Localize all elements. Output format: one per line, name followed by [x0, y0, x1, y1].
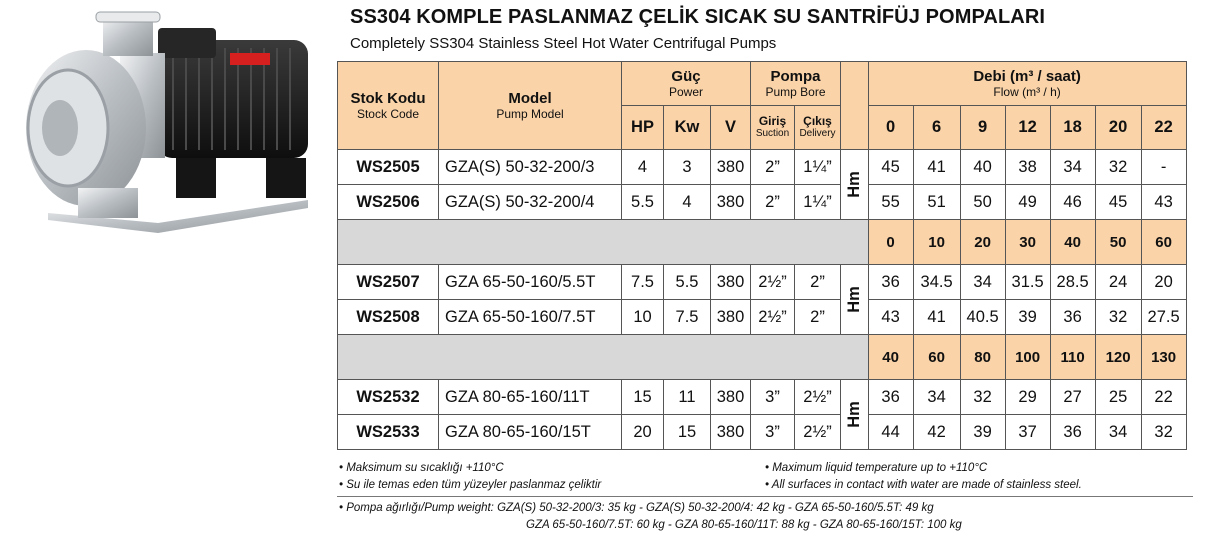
head-value: 20 [1141, 265, 1186, 300]
voltage-value: 380 [711, 150, 751, 185]
stock-code-header: Stok Kodu Stock Code [338, 62, 439, 150]
suction-value: 3” [751, 415, 795, 450]
head-value: 44 [868, 415, 913, 450]
head-value: 27.5 [1141, 300, 1186, 335]
stock-code: WS2507 [338, 265, 439, 300]
head-value: 41 [913, 150, 960, 185]
note-stainless-en: • All surfaces in contact with water are made of stainless steel. [765, 479, 1082, 491]
flow-row [338, 220, 1187, 265]
flow-value: 110 [1050, 335, 1095, 380]
head-value: 39 [960, 415, 1005, 450]
header-row-1 [338, 62, 1187, 106]
stock-code: WS2508 [338, 300, 439, 335]
page-subtitle: Completely SS304 Stainless Steel Hot Water Centrifugal Pumps [350, 35, 777, 52]
flow-value: 30 [1005, 220, 1050, 265]
suction-value: 2” [751, 185, 795, 220]
delivery-value: 1¼” [795, 150, 841, 185]
delivery-value: 1¼” [795, 185, 841, 220]
pump-image [8, 8, 333, 240]
pump-spec-table [337, 61, 1187, 450]
voltage-value: 380 [711, 185, 751, 220]
flow-value: 6 [913, 106, 960, 150]
pump-model: GZA 65-50-160/5.5T [439, 265, 622, 300]
head-value: 36 [868, 380, 913, 415]
head-value: 32 [1095, 300, 1141, 335]
flow-value: 22 [1141, 106, 1186, 150]
stock-code: WS2505 [338, 150, 439, 185]
voltage-value: 380 [711, 415, 751, 450]
head-value: 46 [1050, 185, 1095, 220]
separator-band [338, 220, 869, 265]
power-header: Güç Power [622, 62, 751, 106]
head-value: 40 [960, 150, 1005, 185]
flow-value: 0 [868, 106, 913, 150]
kw-value: 7.5 [664, 300, 711, 335]
head-value: 42 [913, 415, 960, 450]
flow-value: 40 [868, 335, 913, 380]
stock-code: WS2532 [338, 380, 439, 415]
table-row [338, 380, 1187, 415]
head-value: 34 [1050, 150, 1095, 185]
suction-value: 2½” [751, 265, 795, 300]
flow-value: 9 [960, 106, 1005, 150]
head-value: 55 [868, 185, 913, 220]
stock-code: WS2533 [338, 415, 439, 450]
head-value: 29 [1005, 380, 1050, 415]
hp-value: 10 [622, 300, 664, 335]
stock-code: WS2506 [338, 185, 439, 220]
flow-value: 40 [1050, 220, 1095, 265]
suction-header: Giriş Suction [751, 106, 795, 150]
note-stainless-tr: • Su ile temas eden tüm yüzeyler paslanmaz çeliktir [339, 479, 602, 491]
suction-value: 2½” [751, 300, 795, 335]
note-max-temp-en: • Maximum liquid temperature up to +110°C [765, 462, 988, 474]
model-header: Model Pump Model [439, 62, 622, 150]
head-value: 31.5 [1005, 265, 1050, 300]
note-max-temp-tr: • Maksimum su sıcaklığı +110°C [339, 462, 504, 474]
head-value: 32 [1095, 150, 1141, 185]
head-value: 37 [1005, 415, 1050, 450]
flow-header: Debi (m³ / saat) Flow (m³ / h) [868, 62, 1186, 106]
table-row [338, 265, 1187, 300]
voltage-value: 380 [711, 300, 751, 335]
head-value: 36 [868, 265, 913, 300]
head-value: 40.5 [960, 300, 1005, 335]
note-weight-line-2: GZA 65-50-160/7.5T: 60 kg - GZA 80-65-160/11T: 88 kg - GZA 80-65-160/15T: 100 kg [526, 519, 962, 531]
table-row [338, 415, 1187, 450]
kw-value: 15 [664, 415, 711, 450]
head-value: 34 [960, 265, 1005, 300]
head-value: 34 [913, 380, 960, 415]
kw-value: 5.5 [664, 265, 711, 300]
voltage-value: 380 [711, 265, 751, 300]
v-header: V [711, 106, 751, 150]
suction-value: 3” [751, 380, 795, 415]
flow-value: 12 [1005, 106, 1050, 150]
hp-header: HP [622, 106, 664, 150]
header-spacer [841, 62, 869, 150]
head-value: 51 [913, 185, 960, 220]
head-value: 34.5 [913, 265, 960, 300]
divider [337, 496, 1193, 497]
head-value: 36 [1050, 300, 1095, 335]
flow-value: 100 [1005, 335, 1050, 380]
table-row [338, 185, 1187, 220]
hm-label: Hm [841, 150, 869, 220]
flow-value: 50 [1095, 220, 1141, 265]
head-value: 49 [1005, 185, 1050, 220]
head-value: 36 [1050, 415, 1095, 450]
pump-model: GZA 80-65-160/15T [439, 415, 622, 450]
head-value: 41 [913, 300, 960, 335]
head-value: 50 [960, 185, 1005, 220]
kw-header: Kw [664, 106, 711, 150]
delivery-value: 2½” [795, 415, 841, 450]
voltage-value: 380 [711, 380, 751, 415]
head-value: 28.5 [1050, 265, 1095, 300]
head-value: 25 [1095, 380, 1141, 415]
flow-value: 18 [1050, 106, 1095, 150]
pump-model: GZA 80-65-160/11T [439, 380, 622, 415]
suction-value: 2” [751, 150, 795, 185]
delivery-header: Çıkış Delivery [795, 106, 841, 150]
head-value: - [1141, 150, 1186, 185]
note-weight-line-1: • Pompa ağırlığı/Pump weight: GZA(S) 50-32-200/3: 35 kg - GZA(S) 50-32-200/4: 42 kg - GZA 65-50-160/5.5T: 49 kg [339, 502, 934, 514]
table-row [338, 150, 1187, 185]
flow-row [338, 335, 1187, 380]
hp-value: 15 [622, 380, 664, 415]
head-value: 43 [1141, 185, 1186, 220]
head-value: 45 [1095, 185, 1141, 220]
kw-value: 11 [664, 380, 711, 415]
delivery-value: 2½” [795, 380, 841, 415]
head-value: 27 [1050, 380, 1095, 415]
kw-value: 3 [664, 150, 711, 185]
hp-value: 4 [622, 150, 664, 185]
head-value: 34 [1095, 415, 1141, 450]
hp-value: 5.5 [622, 185, 664, 220]
pump-model: GZA(S) 50-32-200/3 [439, 150, 622, 185]
kw-value: 4 [664, 185, 711, 220]
page-title: SS304 KOMPLE PASLANMAZ ÇELİK SICAK SU SANTRİFÜJ POMPALARI [350, 6, 1046, 28]
head-value: 45 [868, 150, 913, 185]
flow-value: 130 [1141, 335, 1186, 380]
bore-header: Pompa Pump Bore [751, 62, 841, 106]
head-value: 43 [868, 300, 913, 335]
head-value: 39 [1005, 300, 1050, 335]
hp-value: 20 [622, 415, 664, 450]
flow-value: 0 [868, 220, 913, 265]
head-value: 32 [1141, 415, 1186, 450]
delivery-value: 2” [795, 300, 841, 335]
hp-value: 7.5 [622, 265, 664, 300]
head-value: 32 [960, 380, 1005, 415]
hm-label: Hm [841, 380, 869, 450]
separator-band [338, 335, 869, 380]
hm-label: Hm [841, 265, 869, 335]
flow-value: 60 [1141, 220, 1186, 265]
flow-value: 20 [1095, 106, 1141, 150]
flow-value: 120 [1095, 335, 1141, 380]
pump-model: GZA(S) 50-32-200/4 [439, 185, 622, 220]
table-row [338, 300, 1187, 335]
head-value: 22 [1141, 380, 1186, 415]
pump-model: GZA 65-50-160/7.5T [439, 300, 622, 335]
delivery-value: 2” [795, 265, 841, 300]
flow-value: 20 [960, 220, 1005, 265]
flow-value: 80 [960, 335, 1005, 380]
flow-value: 10 [913, 220, 960, 265]
head-value: 38 [1005, 150, 1050, 185]
head-value: 24 [1095, 265, 1141, 300]
flow-value: 60 [913, 335, 960, 380]
